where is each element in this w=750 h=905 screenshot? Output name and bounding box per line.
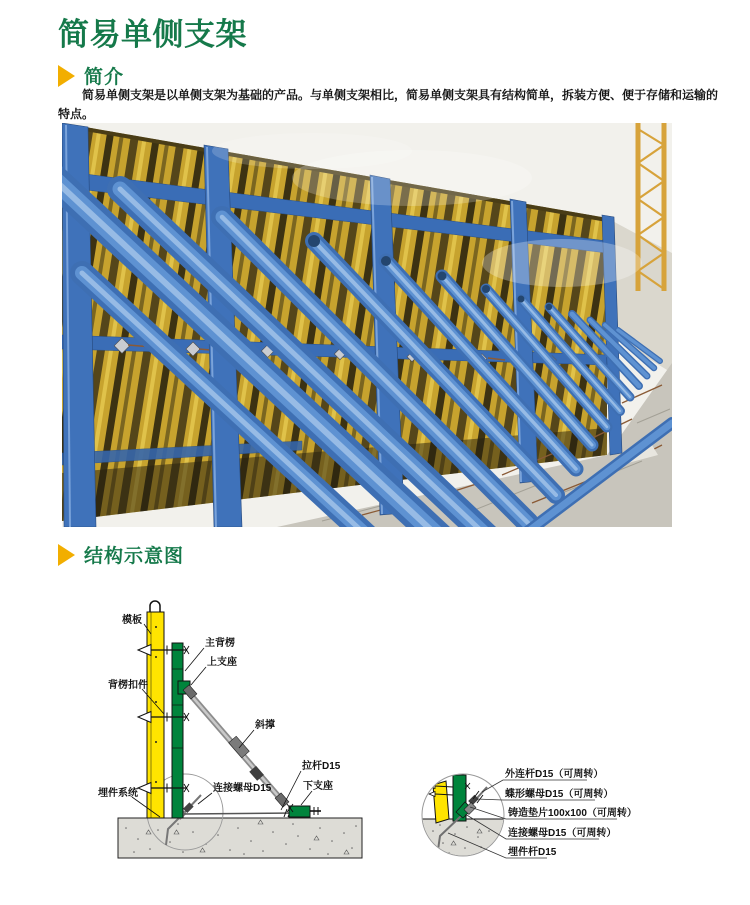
- concrete-base: [118, 818, 362, 858]
- label-embedded-rod: 埋件杆D15: [508, 847, 557, 858]
- detail-contents: [415, 775, 515, 864]
- label-tie-rod: 拉杆D15: [302, 761, 341, 772]
- label-embedded-system: 埋件系统: [98, 788, 138, 799]
- section-arrow-icon: [58, 544, 75, 566]
- label-connecting-nut: 连接螺母D15: [213, 783, 272, 794]
- intro-heading-label: 简介: [84, 67, 125, 88]
- lower-support: [287, 804, 321, 817]
- label-connecting-nut-detail: 连接螺母D15（可周转）: [508, 828, 617, 839]
- product-photo: [62, 123, 672, 527]
- label-waler-clamp: 背楞扣件: [108, 680, 148, 691]
- structure-heading: [58, 541, 184, 568]
- tie-rod: [183, 809, 297, 817]
- label-formwork-panel: 模板: [122, 615, 142, 626]
- product-photo-illustration: [62, 123, 672, 527]
- label-upper-support: 上支座: [207, 657, 237, 668]
- main-schematic: [88, 592, 408, 902]
- structure-heading-label: 结构示意图: [84, 546, 185, 567]
- intro-heading: [58, 62, 124, 89]
- label-cast-washer: 铸造垫片100x100（可周转）: [508, 808, 637, 819]
- detail-labels: [505, 767, 637, 858]
- structure-diagram-main: [88, 592, 408, 902]
- label-main-waler: 主背楞: [205, 638, 235, 649]
- label-diagonal-strut: 斜撑: [255, 720, 275, 731]
- intro-paragraph: 简易单侧支架是以单侧支架为基础的产品。与单侧支架相比，简易单侧支架具有结构简单，拆装方便、便于存储和运输的特点。: [58, 88, 719, 122]
- page-title: 简易单侧支架: [58, 17, 247, 52]
- label-wing-nut: 蝶形螺母D15（可周转）: [505, 789, 614, 800]
- detail-schematic: [415, 755, 655, 870]
- label-lower-support: 下支座: [303, 781, 333, 792]
- main-waler: [172, 643, 183, 818]
- structure-diagram-detail: [415, 755, 655, 870]
- label-outer-rod: 外连杆D15（可周转）: [505, 769, 604, 780]
- diagram-labels: [98, 613, 341, 799]
- section-arrow-icon: [58, 65, 75, 87]
